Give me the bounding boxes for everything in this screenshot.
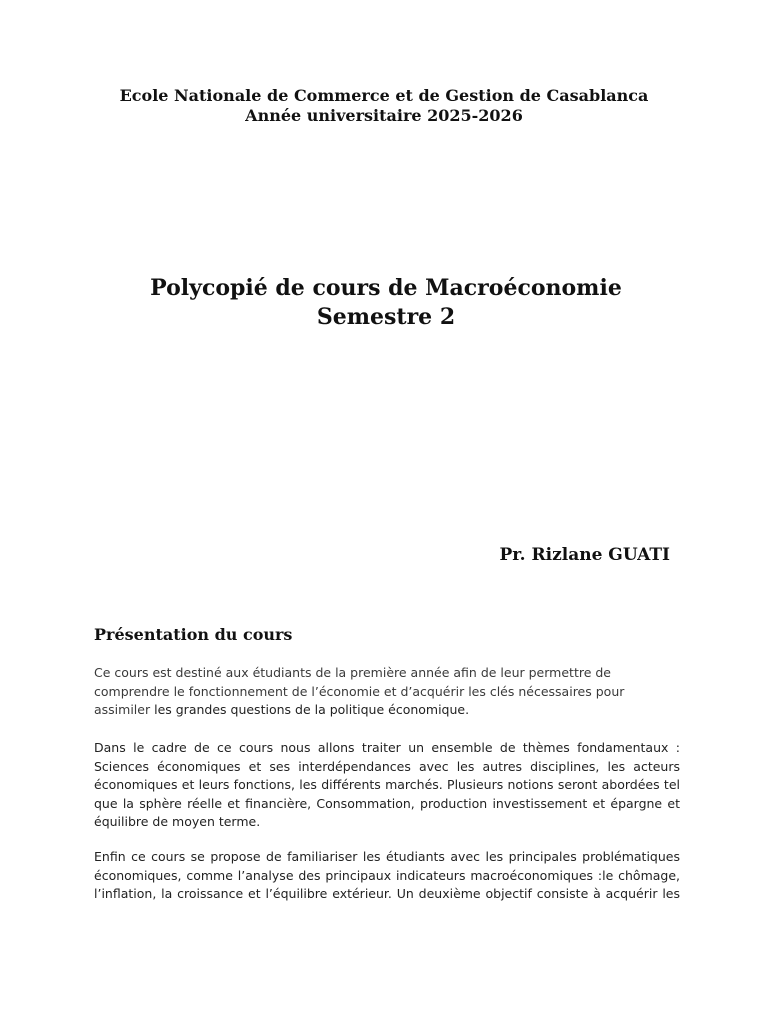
paragraph-line: économiques et leurs fonctions, les différents marchés. Plusieurs notions seront abordées tel bbox=[94, 777, 680, 792]
paragraph-line: l’inflation, la croissance et l’équilibre extérieur. Un deuxième objectif consiste à acquérir les bbox=[94, 886, 680, 901]
title-line-course: Polycopié de cours de Macroéconomie bbox=[150, 275, 622, 301]
paragraph-intro bbox=[94, 664, 680, 720]
paragraph-line: Ce cours est destiné aux étudiants de la première année afin de leur permettre de bbox=[94, 665, 611, 680]
paragraph-line: Enfin ce cours se propose de familiariser les étudiants avec les principales problématiques bbox=[94, 849, 680, 864]
paragraph-line: Sciences économiques et ses interdépendances avec les autres disciplines, les acteurs bbox=[94, 758, 680, 774]
paragraph-line: que la sphère réelle et financière, Consommation, production investissement et épargne et bbox=[94, 795, 680, 811]
document-title bbox=[0, 274, 768, 332]
paragraph-line: Dans le cadre de ce cours nous allons traiter un ensemble de thèmes fondamentaux : bbox=[94, 740, 680, 755]
document-header bbox=[0, 86, 768, 126]
paragraph-line bbox=[94, 701, 680, 720]
paragraph-objectives bbox=[94, 848, 680, 904]
author-name: Pr. Rizlane GUATI bbox=[499, 545, 670, 565]
paragraph-fragment: assimiler bbox=[94, 702, 151, 717]
paragraph-line: économiques, comme l’analyse des principaux indicateurs macroéconomiques :le chômage, bbox=[94, 867, 680, 883]
section-heading-presentation: Présentation du cours bbox=[94, 625, 293, 644]
title-line-semester: Semestre 2 bbox=[316, 304, 456, 330]
paragraph-line: comprendre le fonctionnement de l’économie et d’acquérir les clés nécessaires pour bbox=[94, 683, 625, 699]
paragraph-line: équilibre de moyen terme. bbox=[94, 814, 261, 829]
academic-year: Année universitaire 2025-2026 bbox=[245, 106, 523, 125]
paragraph-themes bbox=[94, 739, 680, 832]
paragraph-fragment: les grandes questions de la politique économique. bbox=[150, 702, 470, 717]
institution-name: Ecole Nationale de Commerce et de Gestion de Casablanca bbox=[119, 86, 649, 105]
